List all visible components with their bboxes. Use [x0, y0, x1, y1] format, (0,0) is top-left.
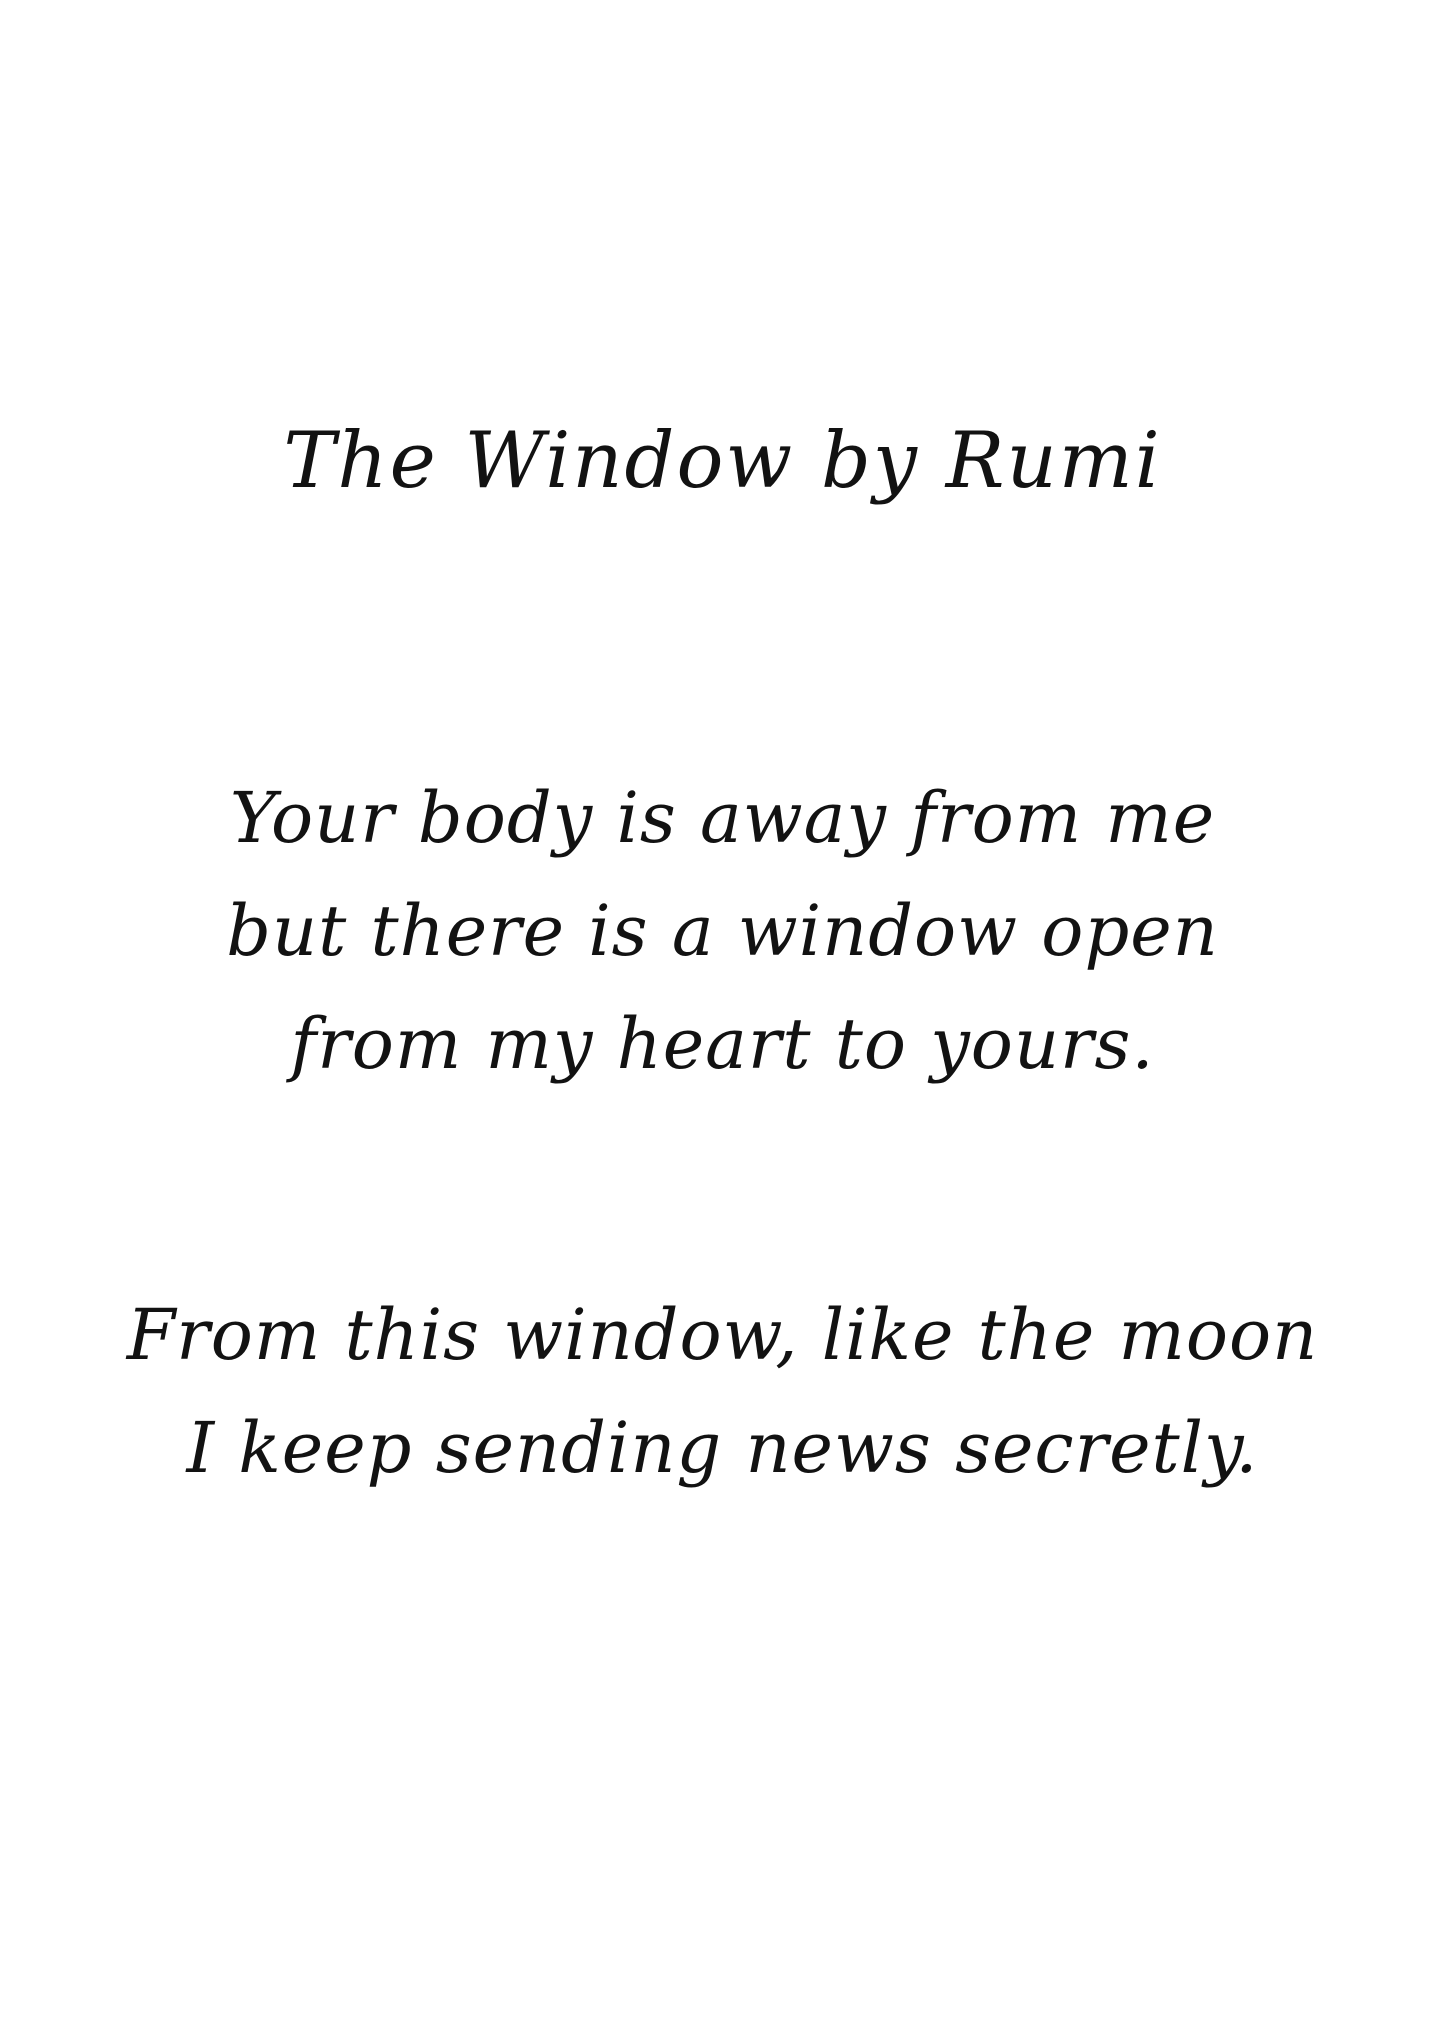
poem-line: Your body is away from me	[229, 777, 1216, 859]
poem-title: The Window by Rumi	[283, 416, 1162, 506]
stanza-2	[0, 1279, 1445, 1505]
poem-line: but there is a window open	[226, 890, 1219, 972]
poem-line: From this window, like the moon	[126, 1294, 1319, 1376]
stanza-1	[0, 762, 1445, 1101]
poem-line: from my heart to yours.	[290, 1003, 1155, 1085]
poem-line: I keep sending news secretly.	[186, 1407, 1259, 1489]
